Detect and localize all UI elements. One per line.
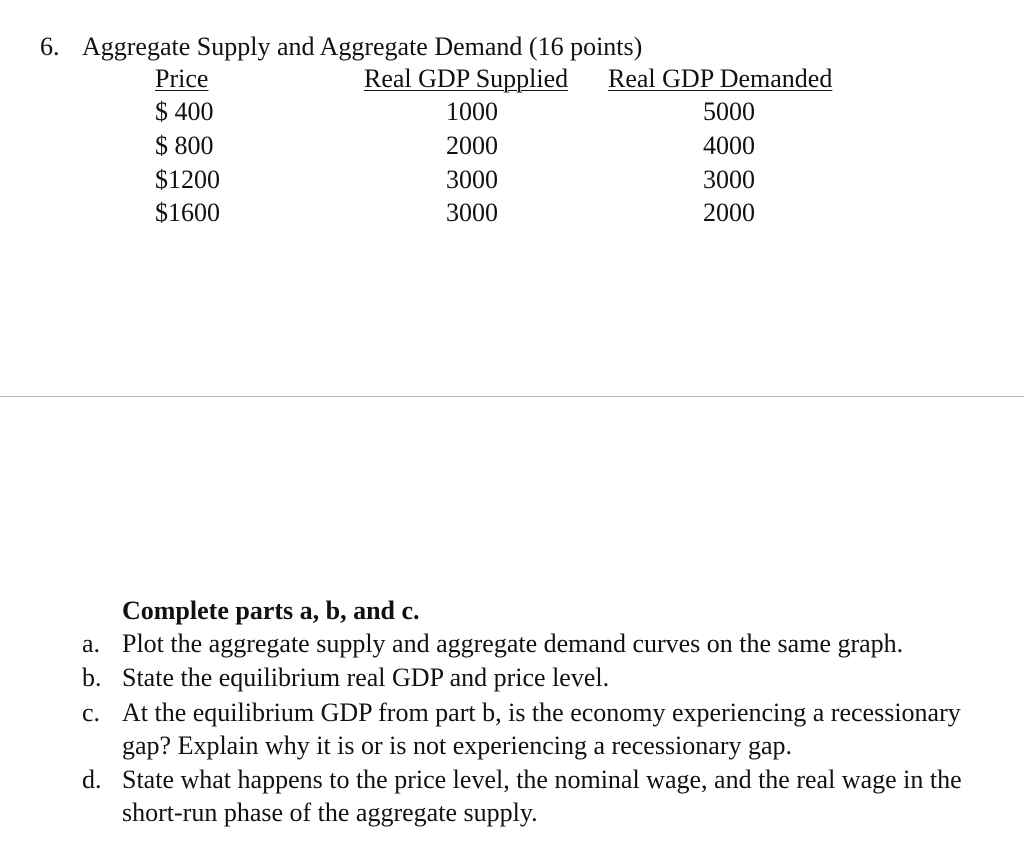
part-label: d. [82, 765, 102, 794]
demanded-cell: 3000 [703, 165, 755, 194]
price-cell: $ 400 [155, 97, 214, 126]
part-text: short-run phase of the aggregate supply. [122, 798, 538, 827]
supplied-cell: 1000 [446, 97, 498, 126]
part-text: Plot the aggregate supply and aggregate demand curves on the same graph. [122, 629, 904, 658]
supplied-cell: 2000 [446, 131, 498, 160]
part-text: State the equilibrium real GDP and price level. [122, 663, 610, 692]
supplied-cell: 3000 [446, 198, 498, 227]
part-label: b. [82, 663, 102, 692]
instructions-heading: Complete parts a, b, and c. [122, 596, 420, 625]
supplied-cell: 3000 [446, 165, 498, 194]
part-text: At the equilibrium GDP from part b, is the economy experiencing a recessionary [122, 698, 961, 727]
price-cell: $1600 [155, 198, 220, 227]
part-text: gap? Explain why it is or is not experiencing a recessionary gap. [122, 731, 793, 760]
price-cell: $ 800 [155, 131, 214, 160]
demanded-cell: 4000 [703, 131, 755, 160]
question-number: 6. [40, 32, 60, 61]
section-divider [0, 396, 1024, 397]
price-cell: $1200 [155, 165, 220, 194]
part-label: c. [82, 698, 101, 727]
demanded-cell: 5000 [703, 97, 755, 126]
demanded-cell: 2000 [703, 198, 755, 227]
header-real-gdp-supplied: Real GDP Supplied [364, 64, 569, 93]
header-real-gdp-demanded: Real GDP Demanded [608, 64, 833, 93]
part-label: a. [82, 629, 101, 658]
header-price: Price [155, 64, 209, 93]
question-title: Aggregate Supply and Aggregate Demand (16 points) [82, 32, 643, 61]
part-text: State what happens to the price level, the nominal wage, and the real wage in the [122, 765, 962, 794]
